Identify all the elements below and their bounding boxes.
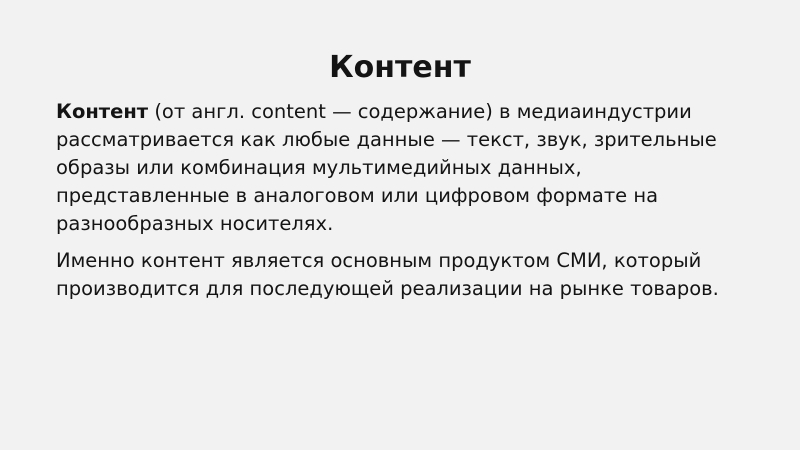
definition-paragraph xyxy=(56,98,756,238)
summary-paragraph: Именно контент является основным продуктом СМИ, который производится для последующей реализации на рынке товаров. xyxy=(56,249,719,300)
defined-term: Контент xyxy=(56,100,149,123)
slide-title: Контент xyxy=(329,50,471,85)
slide-body xyxy=(56,98,756,312)
definition-text: (от англ. content — содержание) в медиаиндустрии рассматривается как любые данные — текст, звук, зрительные образы или комбинация мультимедийных данных, представленные в аналоговом или цифровом формате на разнообразных носителях. xyxy=(56,100,717,235)
